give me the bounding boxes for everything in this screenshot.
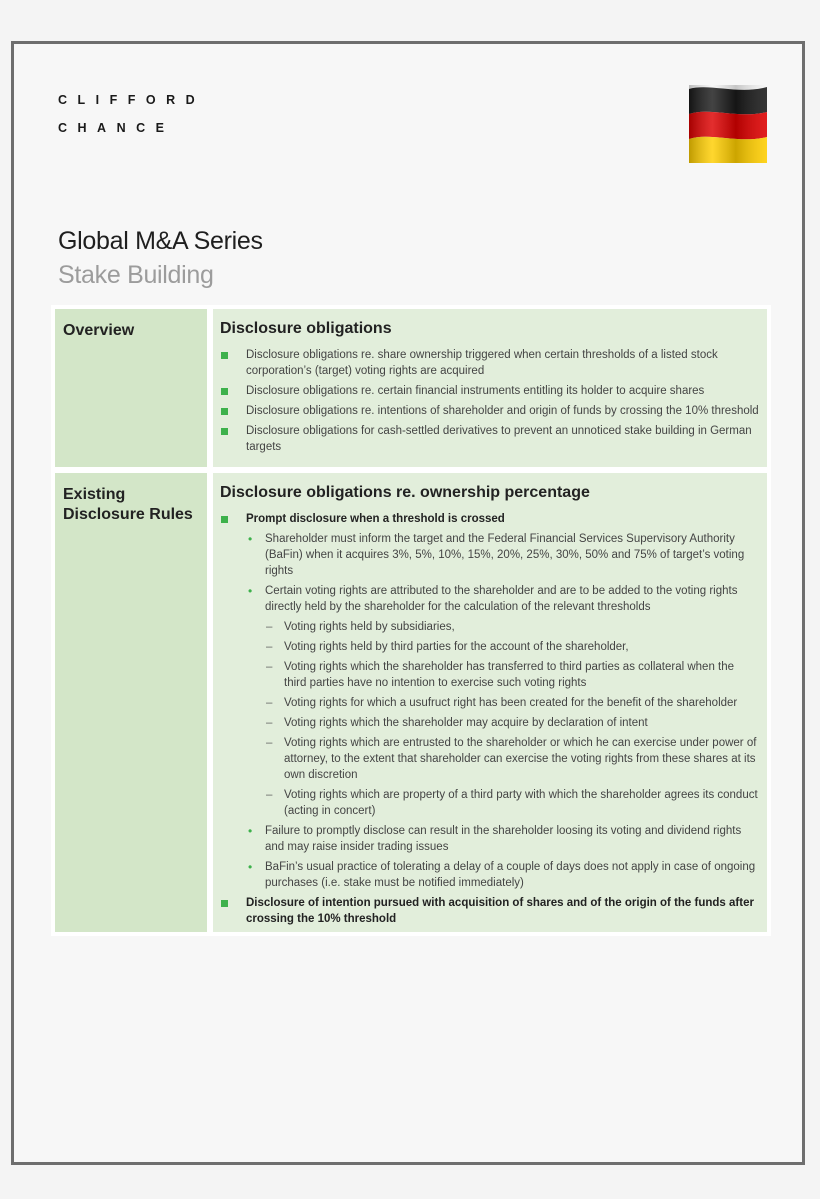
dash-bullet-icon: – [266,641,273,653]
list-item: – Voting rights held by third parties for the account of the shareholder, [266,641,629,653]
dash-bullet-icon: – [266,661,273,673]
list-item: – Voting rights for which a usufruct right has been created for the benefit of the shareholder [266,697,738,709]
list-item: • BaFin’s usual practice of tolerating a delay of a couple of days does not apply in case of ongoing purchases (i.e. stake must be notified immediately) [248,860,756,889]
dash-bullet-icon: – [266,717,273,729]
dot-bullet-icon: • [248,824,253,838]
dot-bullet-icon: • [248,860,253,874]
square-bullet-icon [221,408,228,415]
list-item: Disclosure obligations re. certain financial instruments entitling its holder to acquire shares [220,383,767,399]
dash-list [265,619,759,819]
list-item: • Certain voting rights are attributed to the shareholder and are to be added to the voting rights directly held by the shareholder for the calculation of the relevant thresholds – Voting rights held by subsidiaries, – Voting rights held by third parties for the account of the shareholder, – Voting rights which the shareholder has transferred to third parties as collateral when the third parties have no intention to exercise such voting rights – Voting rights for which a usufruct right has been created for the benefit of the shareholder – Voting rights which the shareholder may acquire by declaration of intent – Voting rights which are entrusted to the shareholder or which he can exercise under power of attorney, to the extent that shareholder can exercise the voting rights from these shares at its own discretion – Voting rights which are property of a third party with which the shareholder agrees its conduct (acting in concert) [248,584,758,817]
list-item: – Voting rights which the shareholder has transferred to third parties as collateral when the third parties have no intention to exercise such voting rights [266,661,735,689]
disclosure-bullet-list [213,511,767,927]
overview-bullet-list [213,347,767,455]
sub-bullet-list [246,531,759,891]
square-bullet-icon [221,900,228,907]
list-item: – Voting rights which are entrusted to the shareholder or which he can exercise under power of attorney, to the extent that shareholder can exercise the voting rights from these shares at its own discretion [266,737,757,781]
square-bullet-icon [221,516,228,523]
row-label-existing-disclosure-rules: Existing Disclosure Rules [55,473,207,932]
germany-flag-icon [689,85,767,163]
overview-content [213,309,767,467]
document-page [11,41,805,1165]
square-bullet-icon [221,388,228,395]
list-item: Disclosure of intention pursued with acquisition of shares and of the origin of the funds after crossing the 10% threshold [220,895,767,927]
dash-bullet-icon: – [266,737,273,749]
dot-bullet-icon: • [248,584,253,598]
square-bullet-icon [221,428,228,435]
list-item: Disclosure obligations re. intentions of shareholder and origin of funds by crossing the 10% threshold [220,403,767,419]
section-title: Disclosure obligations [220,320,392,337]
list-item: – Voting rights which the shareholder may acquire by declaration of intent [266,717,648,729]
list-item: Disclosure obligations for cash-settled derivatives to prevent an unnoticed stake building in German targets [220,423,767,455]
dash-bullet-icon: – [266,621,273,633]
clifford-chance-logo: CLIFFORD CHANCE [58,93,206,135]
row-label-overview: Overview [55,309,207,467]
disclosure-rules-content [213,473,767,932]
dash-bullet-icon: – [266,697,273,709]
list-item: – Voting rights which are property of a third party with which the shareholder agrees its conduct (acting in concert) [266,789,758,817]
square-bullet-icon [221,352,228,359]
list-item: – Voting rights held by subsidiaries, [266,621,455,633]
page-title: Global M&A Series [58,227,263,255]
list-item: • Failure to promptly disclose can result in the shareholder loosing its voting and dividend rights and may raise insider trading issues [248,824,742,853]
list-item: • Shareholder must inform the target and the Federal Financial Services Supervisory Authority (BaFin) when it acquires 3%, 5%, 10%, 15%, 20%, 25%, 30%, 50% and 75% of target’s voting rights [248,532,745,577]
list-item: Disclosure obligations re. share ownership triggered when certain thresholds of a listed stock corporation’s (target) voting rights are acquired [220,347,767,379]
section-title: Disclosure obligations re. ownership percentage [220,484,590,501]
content-table [51,305,771,936]
page-subtitle: Stake Building [58,261,214,289]
dash-bullet-icon: – [266,789,273,801]
list-item: Prompt disclosure when a threshold is crossed • Shareholder must inform the target and the Federal Financial Services Supervisory Authority (BaFin) when it acquires 3%, 5%, 10%, 15%, 20%, 25%, 30%, 50% and 75% of target’s voting rights • Certain voting rights are attributed to the shareholder and are to be added to the voting rights directly held by the shareholder for the calculation of the relevant thresholds – Voting rights held by subsidiaries, – Voting rights held by third parties for the account of the shareholder, – Voting rights which the shareholder has transferred to third parties as collateral when the third parties have no intention to exercise such voting rights – Voting rights for which a usufruct right has been created for the benefit of the shareholder – Voting rights which the shareholder may acquire by declaration of intent – Voting rights which are entrusted to the shareholder or which he can exercise under power of attorney, to the extent that shareholder can exercise the voting rights from these shares at its own discretion – Voting rights which are property of a third party with which the shareholder agrees its conduct (acting in concert) • Failure to promptly disclose can result in the shareholder loosing its voting and dividend rights and may raise insider trading issues • BaFin’s usual practice of tolerating a delay of a couple of days does not apply in case of ongoing purchases (i.e. stake must be notified immediately) [220,511,767,891]
dot-bullet-icon: • [248,532,253,546]
